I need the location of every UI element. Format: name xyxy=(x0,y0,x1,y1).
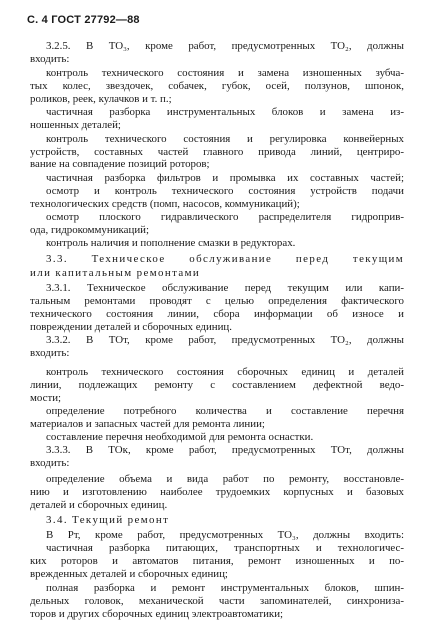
text-line: 3.2.5. В ТО₃, кроме работ, предусмотренных ТО₂, должны xyxy=(46,40,404,52)
text-line: определение потребного количества и составление перечня xyxy=(46,405,404,418)
text-line: дельных головок, механической части запоминателей, синхрониза- xyxy=(30,595,404,607)
text-line: контроль технического состояния и регулировка конвейерных xyxy=(46,132,404,145)
text-line: входить: xyxy=(30,457,70,470)
text-line: контроль технического состояния и замена изношенных зубча- xyxy=(46,66,404,79)
text-line: материалов и запасных частей для ремонта линии; xyxy=(30,418,265,431)
text-line: составление перечня необходимой для ремонта оснастки. xyxy=(46,431,314,444)
text-line: 3.3.2. В ТОт, кроме работ, предусмотренных ТО₂, должны xyxy=(46,334,404,347)
page-header: С. 4 ГОСТ 27792—88 xyxy=(27,14,140,26)
text-line: входить: xyxy=(30,53,70,65)
text-line: повреждении деталей и сборочных единиц. xyxy=(30,321,232,334)
text-line: частичная разборка питающих, транспортных и технологичес- xyxy=(46,542,404,555)
text-line: 3.3.3. В ТОк, кроме работ, предусмотренных ТОт, должны xyxy=(46,444,404,457)
text-line: определение объема и вида работ по ремонту, восстановле- xyxy=(46,472,404,485)
text-line: технического состояния линии, сбора информации об износе и xyxy=(30,308,404,321)
text-line: ода, гидрокоммуникаций; xyxy=(30,224,150,237)
text-line: торов и других сборочных единиц электроавтоматики; xyxy=(30,608,284,620)
text-line: вание на совпадение позиций роторов; xyxy=(30,158,210,171)
text-line: осмотр плоского гидравлического распределителя гидроприв- xyxy=(46,211,404,224)
text-line: частичная разборка инструментальных блоков и замена из- xyxy=(46,105,404,118)
text-line: полная разборка и ремонт инструментальных блоков, шпин- xyxy=(46,582,404,595)
section-heading: 3.4. Текущий ремонт xyxy=(46,513,170,526)
text-line: 3.3.1. Техническое обслуживание перед текущим или капи- xyxy=(46,282,404,295)
text-line: частичная разборка фильтров и промывка их составных частей; xyxy=(46,172,404,185)
text-line: мости; xyxy=(30,391,62,404)
text-line: устройств, составных частей главного привода линий, центриро- xyxy=(30,145,404,158)
section-heading: или капитальным ремонтами xyxy=(30,266,201,279)
text-line: контроль наличия и пополнение смазки в редукторах. xyxy=(46,237,296,249)
text-line: тых колес, звездочек, собачек, губок, осей, ползунов, шпонок, xyxy=(30,79,404,92)
text-line: технологических средств (помп, насосов, коммуникаций); xyxy=(30,198,300,211)
section-heading: 3.3. Техническое обслуживание перед текущим xyxy=(46,252,404,265)
text-line: осмотр и контроль технического состояния устройств подачи xyxy=(46,185,404,198)
text-line: роликов, реек, кулачков и т. п.; xyxy=(30,92,172,105)
text-line: входить: xyxy=(30,347,70,360)
text-line: линии, подлежащих ремонту с составлением дефектной ведо- xyxy=(30,378,404,391)
text-line: контроль технического состояния сборочных единиц и деталей xyxy=(46,365,404,378)
text-line: врежденных деталей и сборочных единиц; xyxy=(30,568,228,581)
text-line: В Рт, кроме работ, предусмотренных ТО₃, должны входить: xyxy=(46,529,404,542)
text-line: нию и изготовлению наиболее трудоемких корпусных и базовых xyxy=(30,485,404,498)
text-line: тальным ремонтами проводят с целью определения фактического xyxy=(30,295,404,308)
text-line: ношенных деталей; xyxy=(30,118,121,131)
text-line: ких роторов и автоматов питания, ремонт изношенных и по- xyxy=(30,555,404,568)
text-line: деталей и сборочных единиц. xyxy=(30,498,168,511)
